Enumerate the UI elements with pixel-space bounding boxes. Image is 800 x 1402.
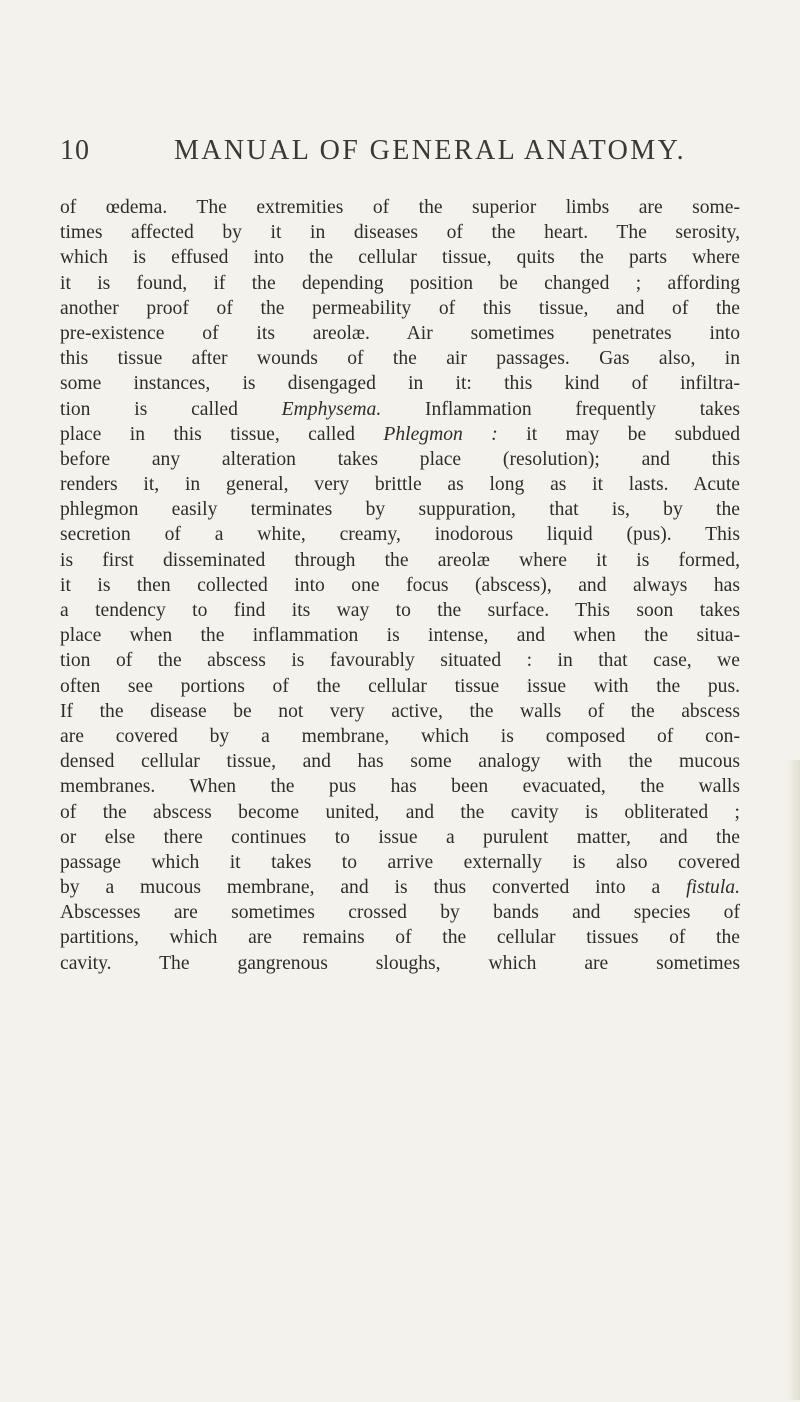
text-line: it is then collected into one focus (abscess), and always has xyxy=(60,574,740,596)
italic-term-phlegmon: Phlegmon : xyxy=(383,423,498,445)
body-text xyxy=(60,195,740,976)
text-line: passage which it takes to arrive externally is also covered xyxy=(60,851,740,873)
text-line: place when the inflammation is intense, and when the situa- xyxy=(60,625,740,647)
text-line xyxy=(60,422,740,447)
text-line: a tendency to find its way to the surface. This soon takes xyxy=(60,600,740,621)
text-segment: tion is called xyxy=(60,398,282,420)
running-head: MANUAL OF GENERAL ANATOMY. xyxy=(174,135,686,166)
text-line: of œdema. The extremities of the superior limbs are some- xyxy=(60,197,740,218)
text-line: it is found, if the depending position be changed ; affording xyxy=(60,272,740,294)
text-line: If the disease be not very active, the walls of the abscess xyxy=(60,700,740,722)
text-line: cavity. The gangrenous sloughs, which are sometimes xyxy=(60,952,740,974)
text-segment: Inflammation frequently takes xyxy=(381,398,740,420)
text-line: membranes. When the pus has been evacuated, the walls xyxy=(60,776,740,798)
text-line: or else there continues to issue a purulent matter, and the xyxy=(60,826,740,848)
text-segment: by a mucous membrane, and is thus converted into a xyxy=(60,877,687,899)
text-line xyxy=(60,875,740,900)
text-line: often see portions of the cellular tissue issue with the pus. xyxy=(60,675,740,697)
italic-term-fistula: fistula. xyxy=(686,877,740,899)
text-line: is first disseminated through the areolæ where it is formed, xyxy=(60,549,740,571)
text-line: pre-existence of its areolæ. Air sometimes penetrates into xyxy=(60,322,740,344)
text-line: some instances, is disengaged in it: this kind of infiltra- xyxy=(60,373,740,395)
text-line: renders it, in general, very brittle as long as it lasts. Acute xyxy=(60,474,740,496)
text-line xyxy=(60,397,740,422)
text-line: of the abscess become united, and the cavity is obliterated ; xyxy=(60,801,740,823)
text-line: another proof of the permeability of this tissue, and of the xyxy=(60,297,740,319)
text-line: before any alteration takes place (resolution); and this xyxy=(60,448,740,470)
text-line: times affected by it in diseases of the heart. The serosity, xyxy=(60,222,740,244)
page-header xyxy=(60,135,760,175)
italic-term-emphysema: Emphysema. xyxy=(281,398,382,420)
text-line: tion of the abscess is favourably situated : in that case, we xyxy=(60,650,740,672)
text-line: densed cellular tissue, and has some analogy with the mucous xyxy=(60,751,740,773)
page-number: 10 xyxy=(60,135,90,166)
text-line: this tissue after wounds of the air passages. Gas also, in xyxy=(60,348,740,370)
text-line: are covered by a membrane, which is composed of con- xyxy=(60,725,740,747)
text-line: Abscesses are sometimes crossed by bands and species of xyxy=(60,902,740,924)
page-edge-stain xyxy=(786,760,800,1400)
text-line: which is effused into the cellular tissue, quits the parts where xyxy=(60,247,740,269)
text-segment: it may be subdued xyxy=(497,423,740,445)
text-line: partitions, which are remains of the cellular tissues of the xyxy=(60,927,740,949)
text-segment: place in this tissue, called xyxy=(60,423,384,445)
text-line: secretion of a white, creamy, inodorous liquid (pus). This xyxy=(60,524,740,546)
text-line: phlegmon easily terminates by suppuration, that is, by the xyxy=(60,499,740,521)
